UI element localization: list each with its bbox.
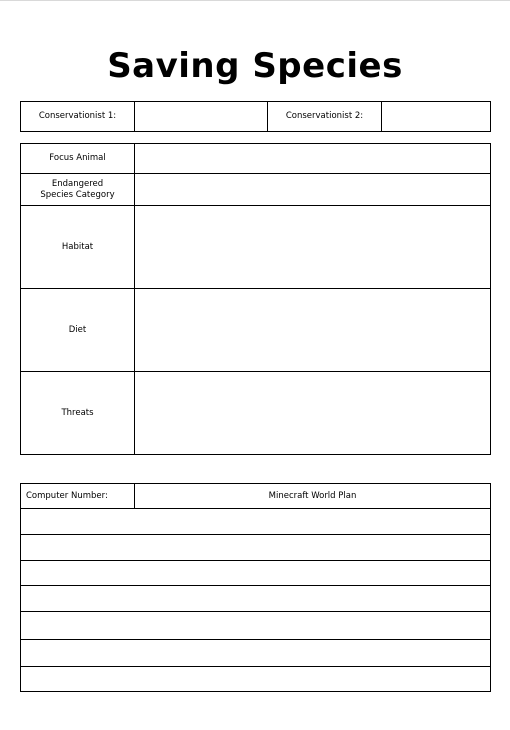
world-plan-table [20,483,491,692]
conservationist-2-field[interactable] [382,102,491,132]
computer-number-label: Computer Number: [21,484,135,509]
diet-label: Diet [21,289,135,372]
plan-line[interactable] [21,535,491,561]
animal-info-table [20,143,491,455]
conservationist-1-label: Conservationist 1: [21,102,135,132]
endangered-category-field[interactable] [135,174,491,206]
conservationist-2-label: Conservationist 2: [268,102,382,132]
habitat-field[interactable] [135,206,491,289]
plan-line[interactable] [21,509,491,535]
page-top-border [0,0,510,1]
plan-line[interactable] [21,586,491,612]
endangered-category-label: Endangered Species Category [21,174,135,206]
conservationist-1-field[interactable] [135,102,268,132]
threats-label: Threats [21,372,135,455]
plan-line[interactable] [21,640,491,667]
focus-animal-label: Focus Animal [21,144,135,174]
habitat-label: Habitat [21,206,135,289]
world-plan-heading: Minecraft World Plan [135,484,491,509]
plan-line[interactable] [21,612,491,640]
conservationists-table [20,101,491,132]
threats-field[interactable] [135,372,491,455]
diet-field[interactable] [135,289,491,372]
plan-line[interactable] [21,561,491,586]
plan-line[interactable] [21,667,491,692]
page-title: Saving Species [107,46,403,86]
focus-animal-field[interactable] [135,144,491,174]
